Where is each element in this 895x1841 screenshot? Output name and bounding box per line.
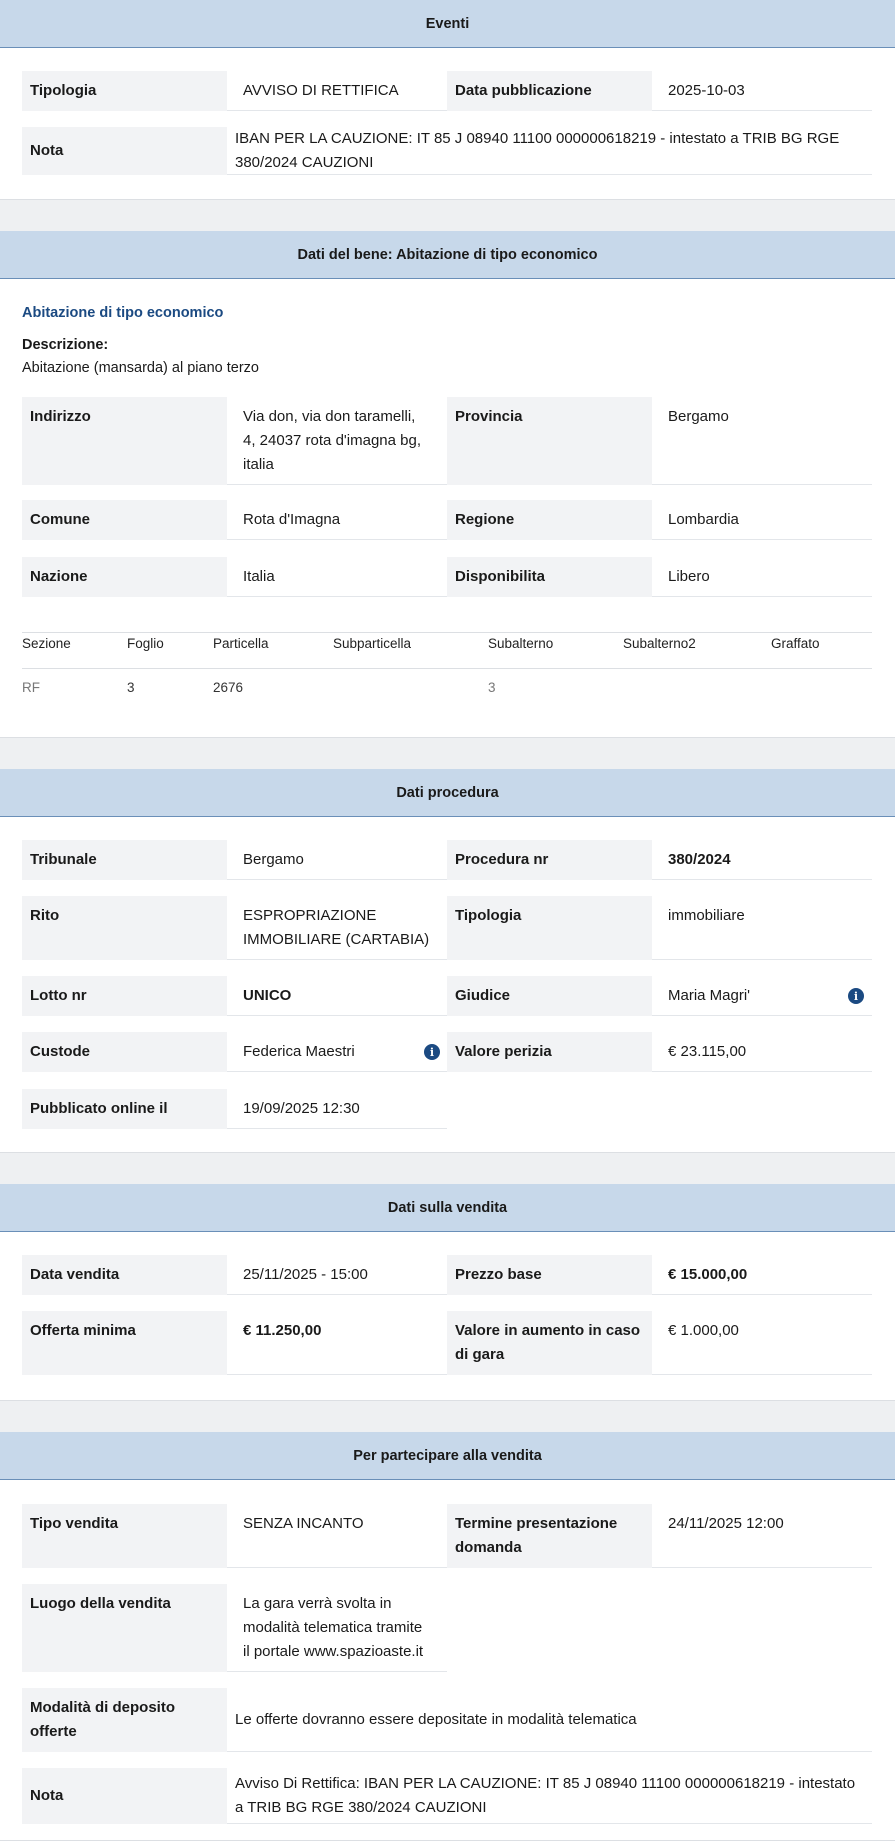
disponibilita-label: Disponibilita: [447, 557, 652, 597]
offerta-minima-value: € 11.250,00: [227, 1311, 447, 1375]
prezzo-base-value: € 15.000,00: [652, 1255, 872, 1295]
regione-label: Regione: [447, 500, 652, 540]
section-body-vendita: [0, 1232, 895, 1401]
nazione-label: Nazione: [22, 557, 227, 597]
valore-perizia-label: Valore perizia: [447, 1032, 652, 1072]
tipologia-value: AVVISO DI RETTIFICA: [227, 71, 447, 111]
section-title: Dati procedura: [396, 784, 499, 801]
tipologia-procedura-label: Tipologia: [447, 896, 652, 960]
section-title: Per partecipare alla vendita: [353, 1447, 542, 1464]
data-pubblicazione-label: Data pubblicazione: [447, 71, 652, 111]
nota-label: Nota: [22, 127, 227, 175]
luogo-value: La gara verrà svolta in modalità telematica tramite il portale www.spazioaste.it: [227, 1584, 447, 1672]
procedura-nr-label: Procedura nr: [447, 840, 652, 880]
descrizione-value: Abitazione (mansarda) al piano terzo: [22, 360, 259, 376]
section-body-partecipare: [0, 1480, 895, 1841]
catasto-header-subalterno: Subalterno: [488, 636, 554, 651]
catasto-row-divider: [22, 668, 872, 669]
catasto-header-subalterno2: Subalterno2: [623, 636, 696, 651]
regione-value: Lombardia: [652, 500, 872, 540]
nota-vendita-label: Nota: [22, 1768, 227, 1824]
tipologia-label: Tipologia: [22, 71, 227, 111]
data-vendita-label: Data vendita: [22, 1255, 227, 1295]
catasto-cell-particella: 2676: [213, 680, 244, 695]
rito-label: Rito: [22, 896, 227, 960]
valore-aumento-value: € 1.000,00: [652, 1311, 872, 1375]
section-title: Eventi: [425, 15, 470, 32]
data-pubblicazione-value: 2025-10-03: [652, 71, 872, 111]
section-header-vendita: [0, 1184, 895, 1232]
indirizzo-label: Indirizzo: [22, 397, 227, 485]
offerta-minima-label: Offerta minima: [22, 1311, 227, 1375]
valore-perizia-value: € 23.115,00: [652, 1032, 872, 1072]
deposito-value: Le offerte dovranno essere depositate in modalità telematica: [227, 1688, 872, 1752]
provincia-label: Provincia: [447, 397, 652, 485]
section-header-eventi: [0, 0, 895, 48]
tribunale-label: Tribunale: [22, 840, 227, 880]
descrizione-label: Descrizione:: [22, 337, 109, 353]
custode-label: Custode: [22, 1032, 227, 1072]
catasto-cell-foglio: 3: [127, 680, 135, 695]
procedura-nr-value: 380/2024: [652, 840, 872, 880]
tipo-vendita-label: Tipo vendita: [22, 1504, 227, 1568]
giudice-label: Giudice: [447, 976, 652, 1016]
nota-vendita-value: Avviso Di Rettifica: IBAN PER LA CAUZIONE: IT 85 J 08940 11100 000000618219 - intestato a TRIB BG RGE 380/2024 CAUZIONI: [227, 1768, 872, 1824]
section-title: Dati del bene: Abitazione di tipo economico: [297, 246, 598, 263]
catasto-divider: [22, 632, 872, 633]
section-header-partecipare: [0, 1432, 895, 1480]
provincia-value: Bergamo: [652, 397, 872, 485]
catasto-cell-subalterno: 3: [488, 680, 496, 695]
catasto-header-foglio: Foglio: [127, 636, 164, 651]
termine-label: Termine presentazione domanda: [447, 1504, 652, 1568]
luogo-label: Luogo della vendita: [22, 1584, 227, 1672]
lotto-value: UNICO: [227, 976, 447, 1016]
valore-aumento-label: Valore in aumento in caso di gara: [447, 1311, 652, 1375]
giudice-value: Maria Magri': [652, 976, 872, 1016]
bene-title: Abitazione di tipo economico: [22, 305, 224, 321]
nazione-value: Italia: [227, 557, 447, 597]
tribunale-value: Bergamo: [227, 840, 447, 880]
section-body-eventi: [0, 48, 895, 200]
catasto-header-subparticella: Subparticella: [333, 636, 412, 651]
custode-value: Federica Maestri: [227, 1032, 447, 1072]
section-body-bene: [0, 279, 895, 738]
comune-label: Comune: [22, 500, 227, 540]
data-vendita-value: 25/11/2025 - 15:00: [227, 1255, 447, 1295]
custode-info-icon[interactable]: i: [424, 1044, 440, 1060]
catasto-header-particella: Particella: [213, 636, 269, 651]
termine-value: 24/11/2025 12:00: [652, 1504, 872, 1568]
disponibilita-value: Libero: [652, 557, 872, 597]
section-header-bene: [0, 231, 895, 279]
deposito-label: Modalità di deposito offerte: [22, 1688, 227, 1752]
pubblicato-value: 19/09/2025 12:30: [227, 1089, 447, 1129]
rito-value: ESPROPRIAZIONE IMMOBILIARE (CARTABIA): [227, 896, 447, 960]
tipo-vendita-value: SENZA INCANTO: [227, 1504, 447, 1568]
nota-value: IBAN PER LA CAUZIONE: IT 85 J 08940 11100 000000618219 - intestato a TRIB BG RGE 380/2024 CAUZIONI: [227, 127, 872, 175]
indirizzo-value: Via don, via don taramelli, 4, 24037 rota d'imagna bg, italia: [227, 397, 447, 485]
tipologia-procedura-value: immobiliare: [652, 896, 872, 960]
section-title: Dati sulla vendita: [387, 1199, 508, 1216]
prezzo-base-label: Prezzo base: [447, 1255, 652, 1295]
section-header-procedura: [0, 769, 895, 817]
catasto-cell-sezione: RF: [22, 680, 40, 695]
giudice-info-icon[interactable]: i: [848, 988, 864, 1004]
lotto-label: Lotto nr: [22, 976, 227, 1016]
catasto-header-graffato: Graffato: [771, 636, 820, 651]
section-body-procedura: [0, 817, 895, 1153]
comune-value: Rota d'Imagna: [227, 500, 447, 540]
catasto-header-sezione: Sezione: [22, 636, 71, 651]
pubblicato-label: Pubblicato online il: [22, 1089, 227, 1129]
